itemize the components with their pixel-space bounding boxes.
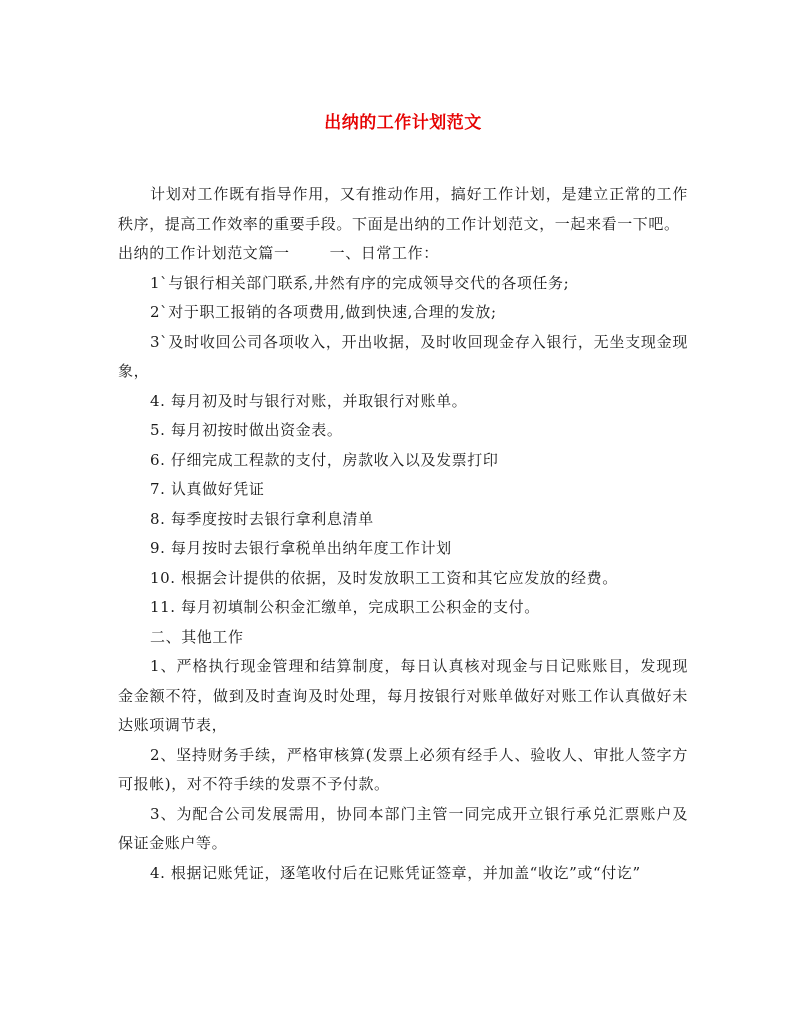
other-item-4: 4. 根据记账凭证，逐笔收付后在记账凭证签章，并加盖“收讫”或“付讫” — [150, 863, 641, 882]
other-item-1: 1、严格执行现金管理和结算制度，每日认真核对现金与日记账账目，发现现金金额不符，做到及时查询及时处理，每月按银行对账单做好对账工作认真做好未达账项调节表， — [118, 657, 688, 734]
daily-item-9: 9. 每月按时去银行拿税单出纳年度工作计划 — [150, 539, 452, 557]
daily-item-5: 5. 每月初按时做出资金表。 — [150, 421, 343, 439]
section1-heading: 一、日常工作： — [329, 244, 439, 262]
section1-line — [118, 239, 688, 269]
daily-item-2: 2`对于职工报销的各项费用,做到快速,合理的发放; — [150, 303, 497, 321]
other-item-3: 3、为配合公司发展需用，协同本部门主管一同完成开立银行承兑汇票账户及保证金账户等。 — [118, 804, 688, 852]
daily-item-4: 4. 每月初及时与银行对账，并取银行对账单。 — [150, 391, 468, 410]
daily-item-10: 10. 根据会计提供的依据，及时发放职工工资和其它应发放的经费。 — [150, 568, 618, 587]
daily-item-8: 8. 每季度按时去银行拿利息清单 — [150, 509, 374, 528]
daily-item-1: 1`与银行相关部门联系,井然有序的完成领导交代的各项任务; — [150, 273, 570, 292]
section1-label: 出纳的工作计划范文篇一 — [118, 244, 290, 262]
daily-item-7: 7. 认真做好凭证 — [150, 480, 265, 498]
document-title: 出纳的工作计划范文 — [324, 113, 482, 133]
daily-item-11: 11. 每月初填制公积金汇缴单，完成职工公积金的支付。 — [150, 598, 540, 616]
daily-item-3: 3`及时收回公司各项收入，开出收据，及时收回现金存入银行，无坐支现金现象， — [118, 332, 688, 380]
daily-item-6: 6. 仔细完成工程款的支付，房款收入以及发票打印 — [150, 450, 499, 469]
section2-heading: 二、其他工作 — [150, 627, 244, 646]
intro-paragraph: 计划对工作既有指导作用，又有推动作用，搞好工作计划，是建立正常的工作秩序，提高工作效率的重要手段。下面是出纳的工作计划范文，一起来看一下吧。 — [118, 185, 688, 233]
other-item-2: 2、坚持财务手续，严格审核算(发票上必须有经手人、验收人、审批人签字方可报帐)，对不符手续的发票不予付款。 — [118, 745, 688, 793]
